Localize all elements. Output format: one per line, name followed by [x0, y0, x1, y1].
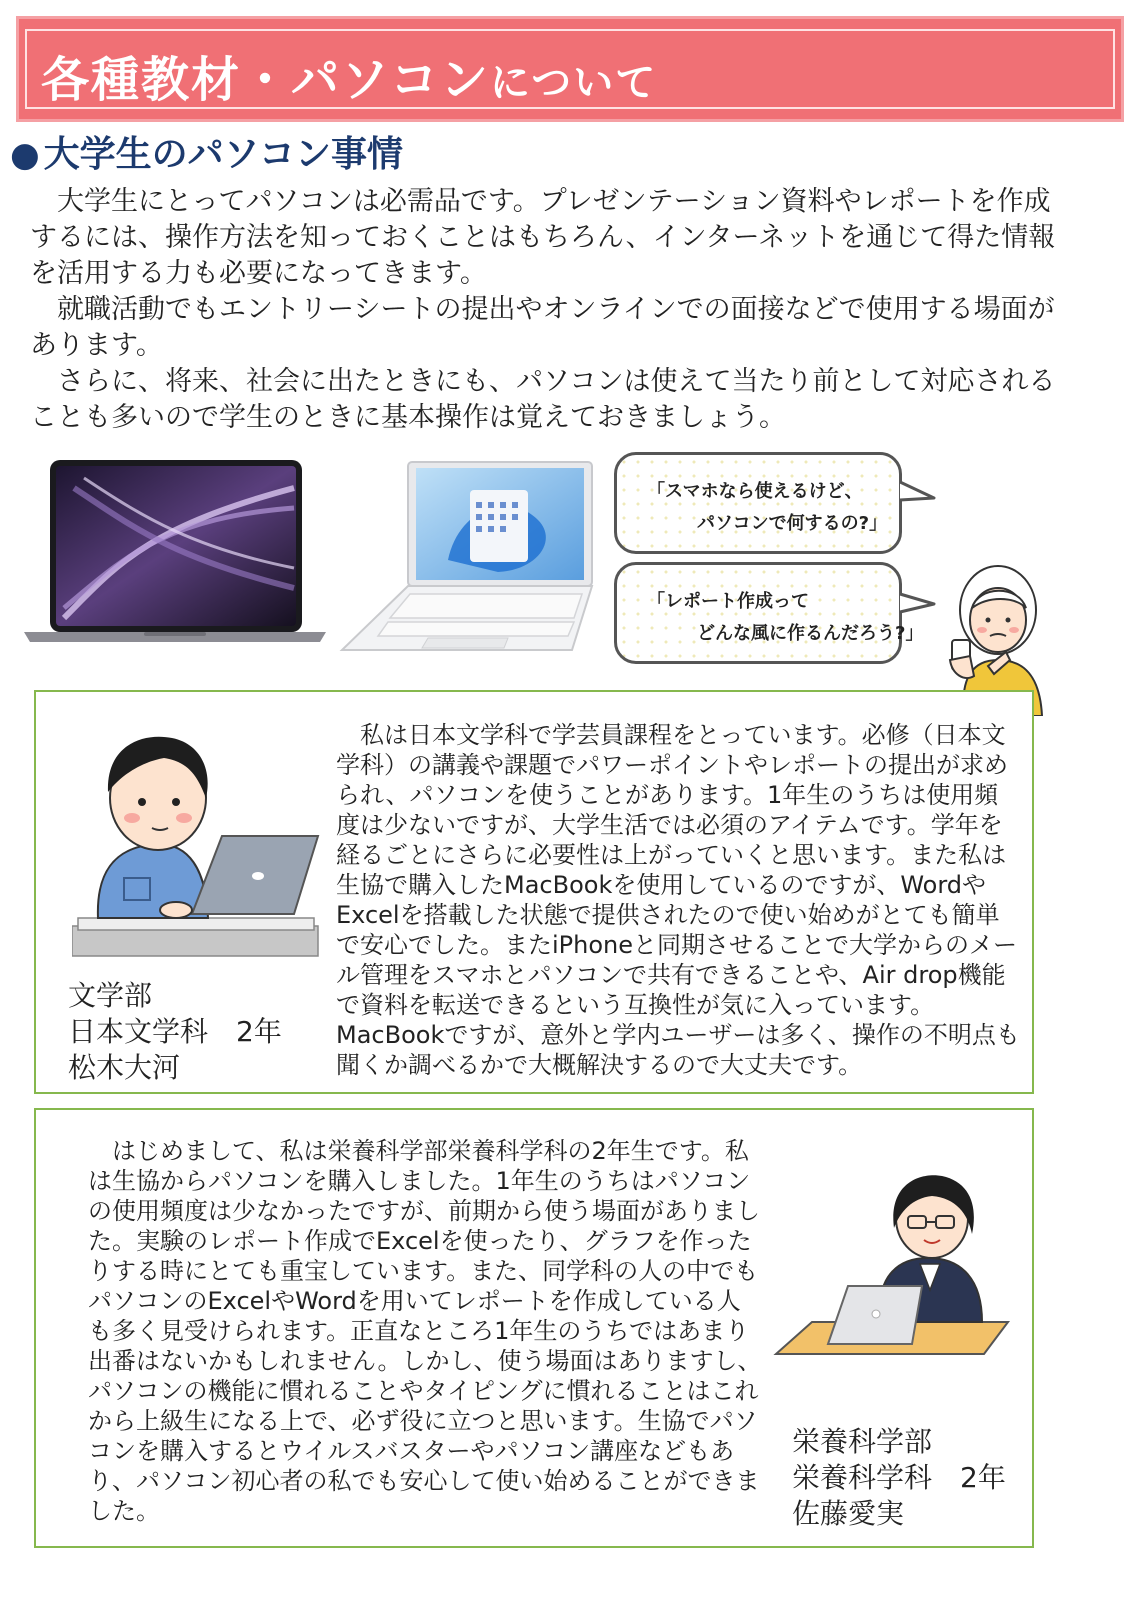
student-name: 佐藤愛実: [792, 1497, 905, 1530]
testimonial-text: [88, 1136, 764, 1526]
bubble-line: 「スマホなら使えるけど、: [647, 481, 863, 502]
male-student-illustration: [72, 718, 322, 958]
faculty-label: 栄養科学部: [792, 1425, 933, 1458]
student-profile: [68, 978, 282, 1086]
bubble-line: 「レポート作成って: [647, 591, 809, 612]
intro-paragraph: 就職活動でもエントリーシートの提出やオンラインでの面接などで使用する場面があります。: [30, 294, 1055, 361]
bubble-line: パソコンで何するの?」: [697, 513, 888, 534]
bubble-tail: [898, 478, 938, 504]
intro-text: [30, 184, 1060, 436]
student-profile: [792, 1424, 1006, 1532]
header-banner: [16, 16, 1124, 122]
section-heading: [10, 126, 403, 177]
testimonial-box: [34, 1108, 1034, 1548]
speech-bubble: [614, 562, 924, 664]
windows-laptop-image: [338, 460, 600, 656]
department-label: 日本文学科 2年: [68, 1015, 282, 1048]
department-label: 栄養科学科 2年: [792, 1461, 1006, 1494]
macbook-image: [24, 458, 326, 644]
title-suffix: について: [490, 60, 658, 106]
page-title: [41, 41, 657, 110]
intro-paragraph: 大学生にとってパソコンは必需品です。プレゼンテーション資料やレポートを作成するには、操作方法を知っておくことはもちろん、インターネットを通じて得た情報を活用する力も必要になってきます。: [30, 186, 1056, 289]
bubble-line: どんな風に作るんだろう?」: [697, 623, 924, 644]
testimonial-box: [34, 690, 1034, 1094]
faculty-label: 文学部: [68, 979, 153, 1012]
bubble-tail: [898, 590, 938, 616]
testimonial-text: [336, 720, 1020, 1080]
section-heading-text: 大学生のパソコン事情: [43, 134, 403, 175]
female-student-illustration: [772, 1172, 1012, 1392]
intro-paragraph: さらに、将来、社会に出たときにも、パソコンは使えて当たり前として対応されることも多いので学生のときに基本操作は覚えておきましょう。: [30, 366, 1056, 433]
title-main: 各種教材・パソコン: [41, 52, 491, 108]
testimonial-paragraph: はじめまして、私は栄養科学部栄養科学科の2年生です。私は生協からパソコンを購入しました。1年生のうちはパソコンの使用頻度は少なかったですが、前期から使う場面がありました。実験のレポート作成でExcelを使ったり、グラフを作ったりする時にとても重宝しています。また、同学科の人の中でもパソコンのExcelやWordを用いてレポートを作成している人も多く見受けられます。正直なところ1年生のうちではあまり出番はないかもしれません。しかし、使う場面はありますし、パソコンの機能に慣れることやタイピングに慣れることはこれから上級生になる上で、必ず役に立つと思います。生協でパソコンを購入するとウイルスバスターやパソコン講座などもあり、パソコン初心者の私でも安心して使い始めることができました。: [88, 1137, 762, 1525]
bullet-icon: ●: [10, 135, 40, 175]
speech-bubble: [614, 452, 902, 554]
testimonial-paragraph: 私は日本文学科で学芸員課程をとっています。必修（日本文学科）の講義や課題でパワーポイントやレポートの提出が求められ、パソコンを使うことがあります。1年生のうちは使用頻度は少ないですが、大学生活では必須のアイテムです。学年を経るごとにさらに必要性は上がっていくと思います。また私は生協で購入したMacBookを使用しているのですが、WordやExcelを搭載した状態で提供されたので使い始めがとても簡単で安心でした。またiPhoneと同期させることで大学からのメール管理をスマホとパソコンで共有できることや、Air drop機能で資料を転送できるという互換性が気に入っています。MacBookですが、意外と学内ユーザーは多く、操作の不明点も聞くか調べるかで大概解決するので大丈夫です。: [336, 721, 1020, 1079]
student-name: 松木大河: [68, 1051, 181, 1084]
